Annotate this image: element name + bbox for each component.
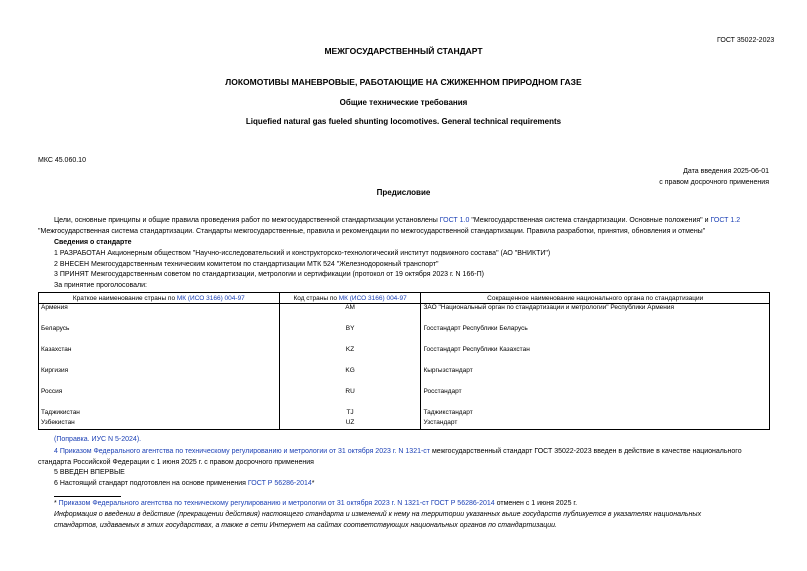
country-cell: Киргизия bbox=[39, 367, 280, 388]
foreword-text: Цели, основные принципы и общие правила проведения работ по межгосударственной стандартизации установлены bbox=[54, 217, 440, 224]
item-adopted: 3 ПРИНЯТ Межгосударственным советом по стандартизации, метрологии и сертификации (протокол от 19 октября 2023 г. N 166-П) bbox=[54, 271, 484, 278]
table-row bbox=[39, 325, 770, 346]
table-header-row bbox=[39, 293, 770, 304]
code-cell: AM bbox=[279, 304, 421, 325]
mk-iso-link[interactable]: МК (ИСО 3166) 004-97 bbox=[176, 294, 245, 302]
agreement-table bbox=[38, 292, 770, 430]
header-country: Краткое наименование страны по МК (ИСО 3166) 004-97 bbox=[39, 293, 280, 304]
body-cell: Таджикстандарт bbox=[421, 409, 770, 419]
foreword-heading: Предисловие bbox=[376, 188, 431, 197]
code-cell: UZ bbox=[279, 419, 421, 430]
country-cell: Таджикистан bbox=[39, 409, 280, 419]
mks-code: МКС 45.060.10 bbox=[38, 157, 86, 164]
country-cell: Казахстан bbox=[39, 346, 280, 367]
body-cell: Росстандарт bbox=[421, 388, 770, 409]
table-row bbox=[39, 346, 770, 367]
table-row bbox=[39, 304, 770, 325]
body-cell: Госстандарт Республики Беларусь bbox=[421, 325, 770, 346]
gost-1-0-link[interactable]: ГОСТ 1.0 bbox=[439, 217, 470, 224]
english-title: Liquefied natural gas fueled shunting locomotives. General technical requirements bbox=[245, 117, 562, 126]
item-first-introduced: 5 ВВЕДЕН ВПЕРВЫЕ bbox=[54, 469, 125, 476]
code-cell: KG bbox=[279, 367, 421, 388]
foreword-text: "Межгосударственная система стандартизации. Основные положения" и bbox=[469, 217, 711, 224]
body-cell: ЗАО "Национальный орган по стандартизации и метрологии" Республики Армения bbox=[421, 304, 770, 325]
publication-info-line-1: Информация о введении в действие (прекращении действия) настоящего стандарта и изменений к нему на территории указанных выше государств публикуется в указателях национальных bbox=[54, 511, 702, 518]
code-cell: KZ bbox=[279, 346, 421, 367]
gost-1-2-link[interactable]: ГОСТ 1.2 bbox=[710, 217, 741, 224]
table-row bbox=[39, 388, 770, 409]
item-submitted: 2 ВНЕСЕН Межгосударственным техническим комитетом по стандартизации МТК 524 "Железнодорожный транспорт" bbox=[54, 261, 439, 268]
body-cell: Кыргызстандарт bbox=[421, 367, 770, 388]
footnote bbox=[54, 500, 577, 507]
foreword-paragraph-1 bbox=[54, 217, 740, 224]
item-basis bbox=[54, 480, 315, 487]
foreword-paragraph-1-cont: "Межгосударственная система стандартизации. Стандарты межгосударственные, правила и рекомендации по межгосударственной стандартизации. Правила разработки, принятия, обновления и отмены" bbox=[38, 228, 706, 235]
country-cell: Россия bbox=[39, 388, 280, 409]
introduction-date: Дата введения 2025-06-01 bbox=[683, 168, 769, 175]
voted-label: За принятие проголосовали: bbox=[54, 282, 147, 289]
standard-subtitle: Общие технические требования bbox=[339, 98, 468, 107]
footnote-marker: * bbox=[54, 500, 59, 507]
item-enacted-cont: стандарта Российской Федерации с 1 июня 2025 г. с правом досрочного применения bbox=[38, 459, 314, 466]
header-body: Сокращенное наименование национального органа по стандартизации bbox=[421, 293, 770, 304]
code-cell: TJ bbox=[279, 409, 421, 419]
amendment-link[interactable]: (Поправка. ИУС N 5-2024). bbox=[54, 436, 142, 443]
item-enacted bbox=[54, 448, 742, 455]
country-cell: Беларусь bbox=[39, 325, 280, 346]
standard-title: ЛОКОМОТИВЫ МАНЕВРОВЫЕ, РАБОТАЮЩИЕ НА СЖИЖЕННОМ ПРИРОДНОМ ГАЗЕ bbox=[225, 77, 582, 87]
footnote-divider bbox=[54, 496, 121, 497]
mk-iso-link[interactable]: МК (ИСО 3166) 004-97 bbox=[338, 294, 407, 302]
table-row bbox=[39, 367, 770, 388]
country-cell: Узбекистан bbox=[39, 419, 280, 430]
publication-info-line-2: стандартов, издаваемых в этих государствах, а также в сети Интернет на сайтах соответствующих национальных органов по стандартизации. bbox=[54, 522, 557, 529]
standard-kind-heading: МЕЖГОСУДАРСТВЕННЫЙ СТАНДАРТ bbox=[324, 46, 483, 56]
gost-r-56286-link[interactable]: ГОСТ Р 56286-2014 bbox=[247, 480, 312, 487]
info-heading: Сведения о стандарте bbox=[54, 239, 132, 246]
table-row bbox=[39, 409, 770, 419]
code-cell: BY bbox=[279, 325, 421, 346]
body-cell: Узстандарт bbox=[421, 419, 770, 430]
header-code: Код страны по МК (ИСО 3166) 004-97 bbox=[279, 293, 421, 304]
item-enacted-text: межгосударственный стандарт ГОСТ 35022-2023 введен в действие в качестве национального bbox=[430, 448, 742, 455]
footnote-marker: * bbox=[311, 480, 315, 487]
footnote-text: отменен с 1 июня 2025 г. bbox=[494, 500, 578, 507]
country-cell: Армения bbox=[39, 304, 280, 325]
document-number: ГОСТ 35022-2023 bbox=[717, 37, 775, 44]
item-basis-text: 6 Настоящий стандарт подготовлен на основе применения bbox=[54, 480, 248, 487]
item-developed: 1 РАЗРАБОТАН Акционерным обществом "Научно-исследовательский и конструкторско-технологический институт подвижного состава" (АО "ВНИКТИ") bbox=[54, 250, 551, 257]
body-cell: Госстандарт Республики Казахстан bbox=[421, 346, 770, 367]
early-application-note: с правом досрочного применения bbox=[659, 179, 769, 186]
code-cell: RU bbox=[279, 388, 421, 409]
gost-r-56286-link[interactable]: ГОСТ Р 56286-2014 bbox=[430, 500, 495, 507]
order-link[interactable]: 4 Приказом Федерального агентства по техническому регулированию и метрологии от 31 октября 2023 г. N 1321-ст bbox=[54, 448, 431, 455]
order-link[interactable]: Приказом Федерального агентства по техническому регулированию и метрологии от 31 октября 2023 г. N 1321-ст bbox=[58, 500, 429, 507]
table-row bbox=[39, 419, 770, 430]
